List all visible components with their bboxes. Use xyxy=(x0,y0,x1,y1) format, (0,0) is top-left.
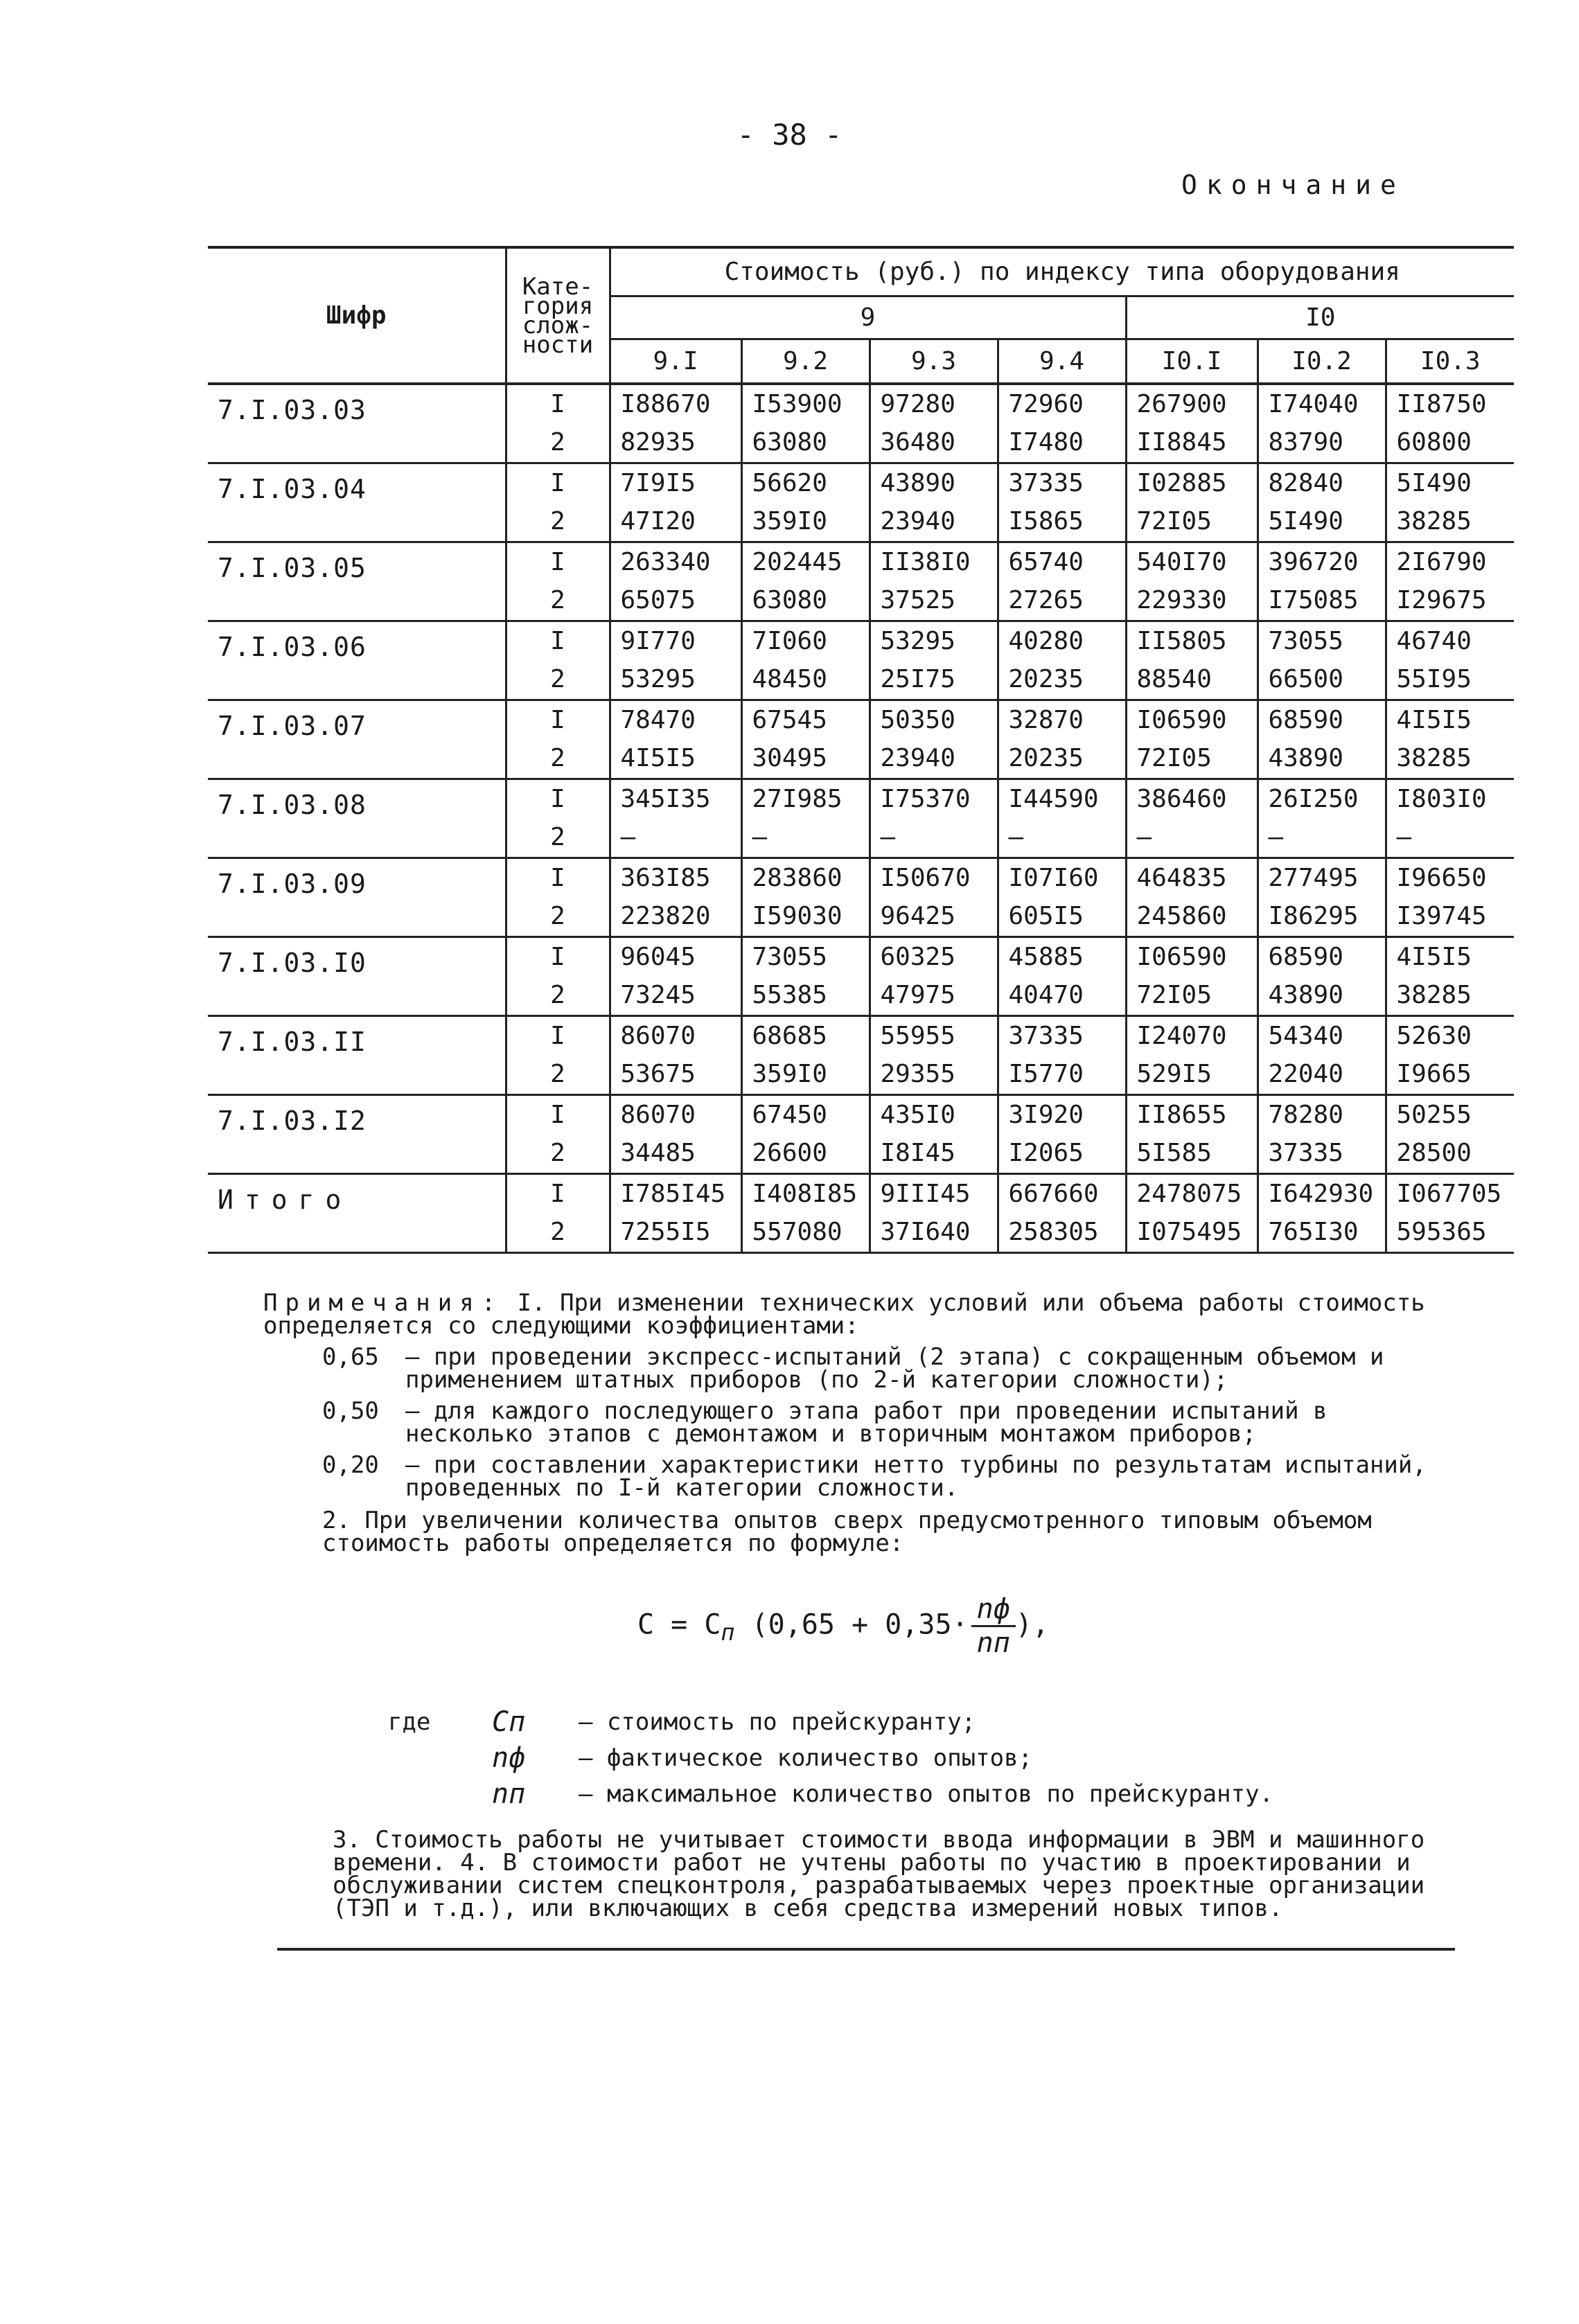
cost-cell: 78470 xyxy=(610,700,741,739)
header-group-10: I0 xyxy=(1126,296,1514,339)
cost-cell: 60800 xyxy=(1386,423,1514,463)
cost-cell: I642930 xyxy=(1258,1173,1386,1213)
cost-cell: 55385 xyxy=(741,976,870,1015)
cost-cell: II8655 xyxy=(1126,1094,1258,1134)
cost-cell: 96045 xyxy=(610,937,741,976)
cost-cell: 37335 xyxy=(1258,1134,1386,1173)
row-code: 7.I.03.II xyxy=(208,1015,506,1094)
bottom-rule xyxy=(277,1948,1455,1951)
cost-cell: I88670 xyxy=(610,384,741,423)
notes-title: Примечания: xyxy=(263,1289,504,1317)
cost-cell: 63080 xyxy=(741,423,870,463)
cost-cell: 66500 xyxy=(1258,660,1386,700)
cost-cell: I39745 xyxy=(1386,897,1514,937)
cost-cell: 37I640 xyxy=(870,1213,998,1252)
row-category: I xyxy=(506,1094,610,1134)
cost-cell: 86070 xyxy=(610,1094,741,1134)
cost-cell: I408I85 xyxy=(741,1173,870,1213)
cost-cell: 359I0 xyxy=(741,1055,870,1094)
row-code: 7.I.03.08 xyxy=(208,779,506,858)
cost-cell: I8I45 xyxy=(870,1134,998,1173)
row-category: I xyxy=(506,937,610,976)
cost-cell: I06590 xyxy=(1126,700,1258,739)
formula-middle: (0,65 + 0,35· xyxy=(734,1608,969,1641)
row-code: 7.I.03.I0 xyxy=(208,937,506,1015)
cost-cell: 464835 xyxy=(1126,858,1258,897)
cost-cell: – xyxy=(610,818,741,858)
cost-cell: 396720 xyxy=(1258,542,1386,581)
cost-cell: 28500 xyxy=(1386,1134,1514,1173)
row-category: I xyxy=(506,700,610,739)
formula-tail: ), xyxy=(1015,1608,1049,1641)
cost-cell: 359I0 xyxy=(741,502,870,542)
cost-cell: 4I5I5 xyxy=(610,739,741,779)
cost-cell: 65075 xyxy=(610,581,741,621)
price-table-container xyxy=(208,246,1514,1250)
formula-legend xyxy=(388,1704,1273,1812)
cost-cell: 43890 xyxy=(870,463,998,502)
cost-cell: 72960 xyxy=(998,384,1126,423)
formula-denominator: nп xyxy=(976,1627,1010,1659)
cost-cell: 7I060 xyxy=(741,621,870,660)
row-category: I xyxy=(506,542,610,581)
legend-item xyxy=(388,1740,1273,1776)
cost-cell: 20235 xyxy=(998,739,1126,779)
cost-cell: 30495 xyxy=(741,739,870,779)
cost-cell: I96650 xyxy=(1396,863,1487,892)
row-code: Итого xyxy=(208,1173,506,1252)
note-1-intro: I. При изменении технических условий или объема работы стоимость определяется со следующими коэффициентами: xyxy=(263,1289,1425,1340)
header-sub: 9.I xyxy=(610,339,741,384)
cost-cell: 3I920 xyxy=(998,1094,1126,1134)
cost-cell: 9I770 xyxy=(610,621,741,660)
cost-cell: 43890 xyxy=(1258,976,1386,1015)
cost-cell: 45885 xyxy=(998,937,1126,976)
cost-cell: II38I0 xyxy=(870,542,998,581)
cost-cell: 229330 xyxy=(1126,581,1258,621)
table-row xyxy=(208,858,1514,897)
cost-cell: I02885 xyxy=(1126,463,1258,502)
legend-symbol: Cп xyxy=(492,1706,526,1738)
cost-cell: 9III45 xyxy=(870,1173,998,1213)
cost-cell: 245860 xyxy=(1126,897,1258,937)
cost-cell: 540I70 xyxy=(1126,542,1258,581)
cost-cell: 68685 xyxy=(741,1015,870,1055)
formula-fraction xyxy=(971,1593,1016,1659)
cost-cell: 72I05 xyxy=(1126,739,1258,779)
coefficient-list xyxy=(322,1343,1469,1502)
cost-cell: 56620 xyxy=(741,463,870,502)
cost-cell: 667660 xyxy=(998,1173,1126,1213)
cost-cell: 88540 xyxy=(1126,660,1258,700)
cost-cell: I59030 xyxy=(741,897,870,937)
row-category: 2 xyxy=(506,897,610,937)
cost-cell: 73055 xyxy=(741,937,870,976)
cost-cell: 435I0 xyxy=(870,1094,998,1134)
cost-cell: – xyxy=(741,818,870,858)
notes-block xyxy=(263,1289,1469,1557)
header-sub: 9.2 xyxy=(741,339,870,384)
cost-cell: 50255 xyxy=(1396,1100,1472,1129)
cost-cell: II8750 xyxy=(1396,390,1487,418)
cost-cell: 68590 xyxy=(1258,937,1386,976)
cost-cell: 65740 xyxy=(998,542,1126,581)
cost-cell: 47I20 xyxy=(610,502,741,542)
cost-cell: 43890 xyxy=(1258,739,1386,779)
cost-cell: 50350 xyxy=(870,700,998,739)
cost-cell: 97280 xyxy=(870,384,998,423)
cost-cell: 363I85 xyxy=(610,858,741,897)
cost-cell: 5I490 xyxy=(1258,502,1386,542)
cost-cell: 267900 xyxy=(1126,384,1258,423)
row-code: 7.I.03.04 xyxy=(208,463,506,542)
cost-cell: I5770 xyxy=(998,1055,1126,1094)
cost-cell: 72I05 xyxy=(1126,976,1258,1015)
cost-cell: 47975 xyxy=(870,976,998,1015)
cost-cell: I53900 xyxy=(741,384,870,423)
row-code: 7.I.03.06 xyxy=(208,621,506,700)
legend-symbol: nп xyxy=(492,1778,526,1810)
table-row xyxy=(208,384,1514,423)
cost-cell: 67545 xyxy=(741,700,870,739)
legend-symbol: nф xyxy=(492,1742,526,1774)
legend-text: – максимальное количество опытов по прейскуранту. xyxy=(579,1780,1274,1808)
cost-cell: 25I75 xyxy=(870,660,998,700)
cost-cell: 2478075 xyxy=(1126,1173,1258,1213)
cost-cell: I24070 xyxy=(1126,1015,1258,1055)
table-row xyxy=(208,1173,1514,1213)
note-2: 2. При увеличении количества опытов сверх предусмотренного типовым объемом стоимость работы определяется по формуле: xyxy=(322,1507,1372,1557)
cost-cell: 53675 xyxy=(610,1055,741,1094)
table-row xyxy=(208,1094,1514,1134)
cost-cell: 765I30 xyxy=(1258,1213,1386,1252)
cost-cell: 37525 xyxy=(870,581,998,621)
cost-cell: 55955 xyxy=(870,1015,998,1055)
row-category: I xyxy=(506,463,610,502)
table-row xyxy=(208,937,1514,976)
cost-cell: 40280 xyxy=(998,621,1126,660)
cost-cell: 20235 xyxy=(998,660,1126,700)
cost-cell: 26600 xyxy=(741,1134,870,1173)
header-sub: 9.4 xyxy=(998,339,1126,384)
cost-cell: I44590 xyxy=(998,779,1126,818)
header-group-9: 9 xyxy=(610,296,1126,339)
cost-cell: 67450 xyxy=(741,1094,870,1134)
cost-cell: 63080 xyxy=(741,581,870,621)
cost-cell: 48450 xyxy=(741,660,870,700)
cost-cell: – xyxy=(870,818,998,858)
coefficient-text: – для каждого последующего этапа работ при проведении испытаний в несколько этапов с демонтажом и вторичным монтажом приборов; xyxy=(405,1397,1327,1448)
formula-numerator: nф xyxy=(971,1593,1016,1627)
cost-cell: I07I60 xyxy=(998,858,1126,897)
legend-item xyxy=(388,1776,1273,1812)
cost-cell: 38285 xyxy=(1386,502,1514,542)
header-sub: I0.2 xyxy=(1258,339,1386,384)
cost-cell: II5805 xyxy=(1126,621,1258,660)
row-category: 2 xyxy=(506,581,610,621)
cost-cell: I29675 xyxy=(1386,581,1514,621)
cost-cell: I9665 xyxy=(1386,1055,1514,1094)
table-row xyxy=(208,621,1514,660)
cost-cell: 5I490 xyxy=(1396,468,1472,497)
cost-cell: 277495 xyxy=(1258,858,1386,897)
cost-cell: I75370 xyxy=(870,779,998,818)
cost-cell: 55I95 xyxy=(1386,660,1514,700)
row-category: I xyxy=(506,1015,610,1055)
row-category: 2 xyxy=(506,660,610,700)
cost-cell: I785I45 xyxy=(610,1173,741,1213)
coefficient-text: – при составлении характеристики нетто турбины по результатам испытаний, проведенных по I-й категории сложности. xyxy=(405,1451,1427,1502)
cost-cell: 60325 xyxy=(870,937,998,976)
coefficient-item xyxy=(322,1397,1469,1448)
cost-cell: 37335 xyxy=(998,1015,1126,1055)
cost-cell: – xyxy=(1258,818,1386,858)
cost-cell: 53295 xyxy=(610,660,741,700)
table-row xyxy=(208,700,1514,739)
cost-cell: 96425 xyxy=(870,897,998,937)
cost-cell: 82840 xyxy=(1258,463,1386,502)
cost-cell: II8845 xyxy=(1126,423,1258,463)
cost-cell: 27I985 xyxy=(741,779,870,818)
cost-cell: 5I585 xyxy=(1126,1134,1258,1173)
cost-cell: 86070 xyxy=(610,1015,741,1055)
cost-cell: 37335 xyxy=(998,463,1126,502)
coefficient-value: 0,20 xyxy=(322,1451,379,1479)
row-code: 7.I.03.03 xyxy=(208,384,506,463)
cost-cell: 72I05 xyxy=(1126,502,1258,542)
cost-cell: 2I6790 xyxy=(1396,547,1487,576)
formula-sub: п xyxy=(721,1618,735,1646)
cost-cell: I5865 xyxy=(998,502,1126,542)
cost-cell: – xyxy=(1386,818,1514,858)
cost-cell: I803I0 xyxy=(1396,784,1487,813)
continuation-label: Окончание xyxy=(1181,170,1405,200)
cost-cell: – xyxy=(998,818,1126,858)
row-category: I xyxy=(506,384,610,423)
cost-cell: I2065 xyxy=(998,1134,1126,1173)
coefficient-item xyxy=(322,1451,1469,1502)
cost-cell: 38285 xyxy=(1386,976,1514,1015)
formula-lhs: C = C xyxy=(637,1608,721,1641)
cost-cell: 7255I5 xyxy=(610,1213,741,1252)
row-category: 2 xyxy=(506,1055,610,1094)
cost-cell: 595365 xyxy=(1386,1213,1514,1252)
table-row xyxy=(208,463,1514,502)
legend-word: где xyxy=(388,1708,431,1736)
header-category: Кате- гория слож- ности xyxy=(506,247,610,384)
cost-cell: 22040 xyxy=(1258,1055,1386,1094)
cost-cell: 7I9I5 xyxy=(610,463,741,502)
cost-cell: 386460 xyxy=(1126,779,1258,818)
row-category: 2 xyxy=(506,976,610,1015)
cost-cell: 26I250 xyxy=(1258,779,1386,818)
row-category: 2 xyxy=(506,1134,610,1173)
cost-cell: 605I5 xyxy=(998,897,1126,937)
cost-cell: – xyxy=(1126,818,1258,858)
row-code: 7.I.03.05 xyxy=(208,542,506,621)
cost-cell: 4I5I5 xyxy=(1396,705,1472,734)
cost-cell: 52630 xyxy=(1396,1021,1472,1050)
cost-cell: 53295 xyxy=(870,621,998,660)
table-header xyxy=(208,247,1514,384)
cost-cell: 36480 xyxy=(870,423,998,463)
cost-cell: 78280 xyxy=(1258,1094,1386,1134)
header-cost: Стоимость (руб.) по индексу типа оборудования xyxy=(724,257,1400,286)
cost-cell: 283860 xyxy=(741,858,870,897)
row-category: I xyxy=(506,779,610,818)
row-category: 2 xyxy=(506,502,610,542)
cost-cell: I74040 xyxy=(1258,384,1386,423)
row-code: 7.I.03.07 xyxy=(208,700,506,779)
cost-cell: 23940 xyxy=(870,739,998,779)
cost-cell: 38285 xyxy=(1386,739,1514,779)
cost-cell: 345I35 xyxy=(610,779,741,818)
cost-cell: 40470 xyxy=(998,976,1126,1015)
row-category: I xyxy=(506,1173,610,1213)
cost-cell: I067705 xyxy=(1396,1179,1502,1208)
legend-text: – фактическое количество опытов; xyxy=(579,1744,1033,1772)
table-row xyxy=(208,1015,1514,1055)
coefficient-text: – при проведении экспресс-испытаний (2 этапа) с сокращенным объемом и применением штатных приборов (по 2-й категории сложности); xyxy=(405,1343,1384,1394)
cost-cell: 4I5I5 xyxy=(1396,942,1472,971)
cost-cell: 529I5 xyxy=(1126,1055,1258,1094)
cost-cell: 32870 xyxy=(998,700,1126,739)
coefficient-value: 0,65 xyxy=(322,1343,379,1371)
header-sub: I0.I xyxy=(1126,339,1258,384)
cost-formula xyxy=(637,1593,1049,1659)
cost-cell: 29355 xyxy=(870,1055,998,1094)
row-category: 2 xyxy=(506,818,610,858)
table-body xyxy=(208,384,1514,1252)
row-category: 2 xyxy=(506,423,610,463)
legend-text: – стоимость по прейскуранту; xyxy=(579,1708,976,1736)
row-code: 7.I.03.09 xyxy=(208,858,506,937)
table-row xyxy=(208,542,1514,581)
row-category: I xyxy=(506,621,610,660)
cost-cell: 54340 xyxy=(1258,1015,1386,1055)
cost-cell: 27265 xyxy=(998,581,1126,621)
legend-item xyxy=(388,1704,1273,1740)
cost-cell: 46740 xyxy=(1396,626,1472,655)
row-code: 7.I.03.I2 xyxy=(208,1094,506,1173)
cost-cell: 82935 xyxy=(610,423,741,463)
cost-cell: 73245 xyxy=(610,976,741,1015)
cost-cell: I86295 xyxy=(1258,897,1386,937)
cost-cell: 223820 xyxy=(610,897,741,937)
cost-cell: 23940 xyxy=(870,502,998,542)
row-category: 2 xyxy=(506,739,610,779)
cost-cell: I075495 xyxy=(1126,1213,1258,1252)
coefficient-item xyxy=(322,1343,1469,1394)
header-sub: 9.3 xyxy=(870,339,998,384)
cost-cell: 73055 xyxy=(1258,621,1386,660)
cost-cell: I06590 xyxy=(1126,937,1258,976)
cost-cell: 557080 xyxy=(741,1213,870,1252)
cost-cell: 202445 xyxy=(741,542,870,581)
cost-cell: 68590 xyxy=(1258,700,1386,739)
cost-cell: I50670 xyxy=(870,858,998,897)
cost-cell: I7480 xyxy=(998,423,1126,463)
cost-cell: 34485 xyxy=(610,1134,741,1173)
cost-cell: 83790 xyxy=(1258,423,1386,463)
cost-cell: 263340 xyxy=(610,542,741,581)
cost-cell: 258305 xyxy=(998,1213,1126,1252)
note-3: 3. Стоимость работы не учитывает стоимости ввода информации в ЭВМ и машинного времени. 4. В стоимости работ не учтены работы по участию в проектировании и обслуживании систем спецконтроля, разрабатываемых через проектные организации (ТЭП и т.д.), или включающих в себя средства измерений новых типов. xyxy=(333,1826,1425,1922)
header-sub: I0.3 xyxy=(1386,339,1514,384)
header-code: Шифр xyxy=(208,247,506,384)
table-row xyxy=(208,779,1514,818)
price-table xyxy=(208,246,1514,1254)
page-number: - 38 - xyxy=(736,118,843,152)
row-category: I xyxy=(506,858,610,897)
row-category: 2 xyxy=(506,1213,610,1252)
coefficient-value: 0,50 xyxy=(322,1397,379,1425)
cost-cell: I75085 xyxy=(1258,581,1386,621)
